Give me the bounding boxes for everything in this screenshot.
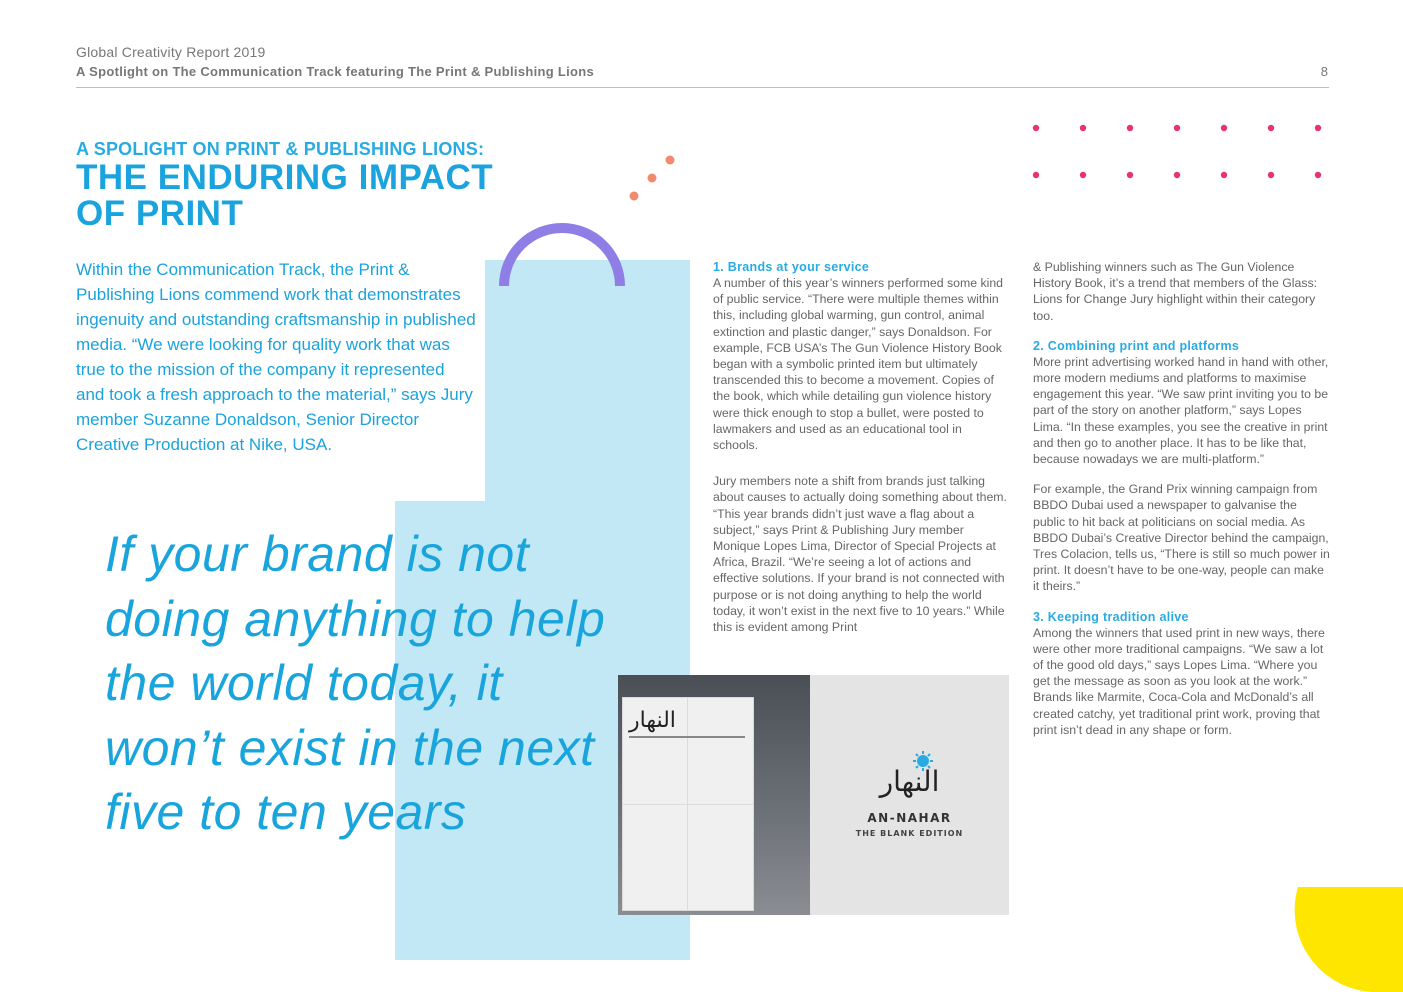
purple-arc: [495, 220, 629, 290]
section-headline: THE ENDURING IMPACT OF PRINT: [76, 158, 494, 233]
masthead-rule: [629, 736, 745, 738]
column2-paragraph-4: For example, the Grand Prix winning campaign from BBDO Dubai used a newspaper to galvanise the public to hit back at politicians on social media. As BBDO Dubai’s Creative Director behind the campaign, Tres Colacion, tells us, “There is still so much power in print. It doesn’t have to be one-way, people can make it theirs.”: [1033, 482, 1330, 594]
pink-dot-grid: [1033, 125, 1321, 178]
intro-paragraph: Within the Communication Track, the Print & Publishing Lions commend work that demonstrates ingenuity and outstanding craftsmanship in published media. “We were looking for quality work that was true to the mission of the company it represented and took a fresh approach to the material,” says Jury member Suzanne Donaldson, Senior Director Creative Production at Nike, USA.: [76, 260, 476, 454]
logo-tagline: THE BLANK EDITION: [855, 829, 964, 838]
column2-paragraph-5: Among the winners that used print in new ways, there were other more traditional campaigns. “We saw a lot of the good old days,” says Lopes Lima. “Where you get the message as soon as you look at the work.” Brands like Marmite, Coca-Cola and McDonald’s all created catchy, yet traditional print work, proving that print isn’t dead in any shape or form.: [1033, 625, 1325, 737]
heading-keeping-tradition-alive: 3. Keeping tradition alive: [1033, 609, 1189, 624]
man-holding-newspaper-photo: [618, 675, 810, 915]
column1-paragraph-2: Jury members note a shift from brands just talking about causes to actually doing something about them. “This year brands didn’t just wave a flag about a subject,” says Print & Publishing Jury member Monique Lopes Lima, Director of Special Projects at Africa, Brazil. “We’re seeing a lot of actions and effective solutions. If your brand is not connected with purpose or is not doing anything to help the world today, it won’t exist in the next five to 10 years.” While this is evident among Print: [713, 474, 1007, 635]
report-title: Global Creativity Report 2019: [76, 44, 266, 60]
logo-arabic-wordmark: النهار: [879, 765, 940, 798]
pull-quote: If your brand is not doing anything to help the world today, it won’t exist in the next five to ten years: [105, 526, 606, 840]
logo-name: AN-NAHAR: [867, 811, 952, 825]
page-number: 8: [1320, 64, 1328, 79]
report-subtitle: A Spotlight on The Communication Track featuring The Print & Publishing Lions: [76, 64, 595, 79]
text-column-1: [713, 259, 1008, 635]
an-nahar-logo-panel: [810, 675, 1009, 915]
an-nahar-campaign-image: [618, 675, 1009, 915]
yellow-corner-shape: [1295, 887, 1403, 992]
column2-paragraph-3: More print advertising worked hand in hand with other, more modern mediums and platforms to maximise engagement this year. “We saw print inviting you to be part of the story on another platform,” says Lopes Lima. “In these examples, you see the creative in print and then go to another place. It has to be like that, because nowadays we are multi-platform.”: [1033, 354, 1329, 467]
column1-paragraph-1: A number of this year’s winners performed some kind of public service. “There were multiple themes within this, including global warming, gun control, animal extinction and plastic danger,” says Donaldson. For example, FCB USA’s The Gun Violence History Book began with a symbolic printed item but ultimately transcended this to become a movement. Copies of the book, which while detailing gun violence history were thick enough to stop a bullet, were posted to lawmakers and used as an educational tool in schools.: [713, 276, 1004, 453]
coral-dots: [630, 156, 675, 201]
text-column-2: [1033, 259, 1330, 738]
column2-paragraph-continued: & Publishing winners such as The Gun Violence History Book, it’s a trend that members of the Glass: Lions for Change Jury highlight within their category too.: [1033, 260, 1318, 323]
heading-brands-at-your-service: 1. Brands at your service: [713, 260, 870, 274]
section-kicker: A SPOLIGHT ON PRINT & PUBLISHING LIONS:: [76, 139, 485, 159]
blank-newspaper: [622, 697, 754, 911]
newspaper-masthead: النهار: [629, 708, 676, 733]
heading-combining-print-and-platforms: 2. Combining print and platforms: [1033, 338, 1240, 353]
